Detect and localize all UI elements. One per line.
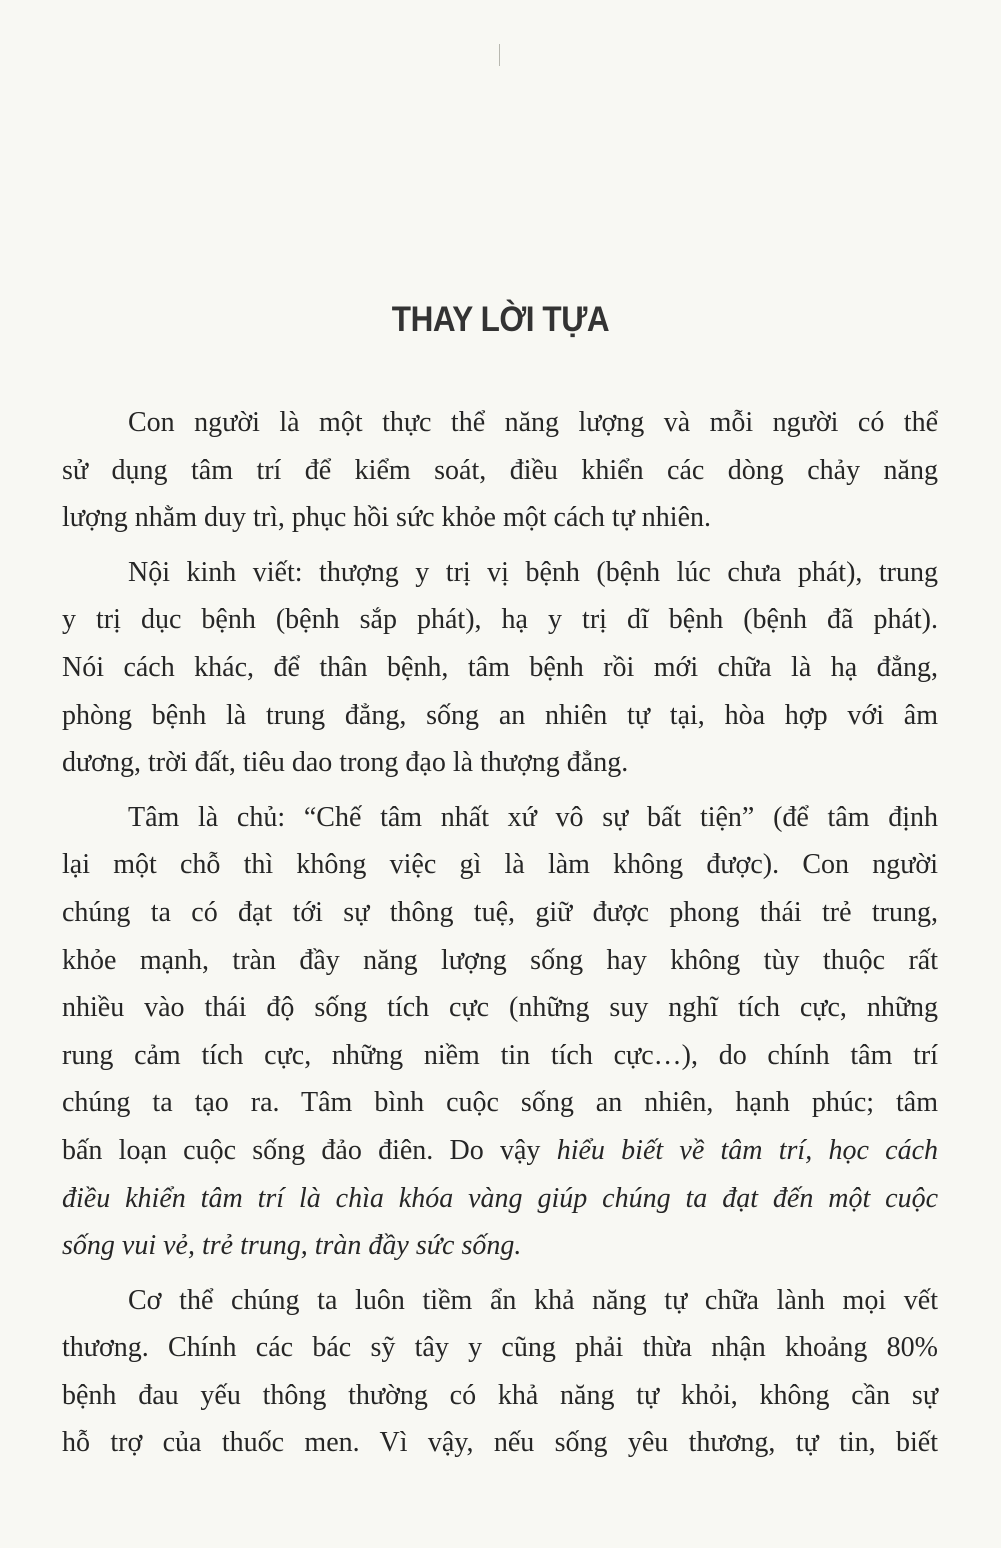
text-line (62, 1127, 938, 1175)
text-line (62, 739, 938, 787)
line-text: y trị dục bệnh (bệnh sắp phát), hạ y trị dĩ bệnh (bệnh đã phát). (62, 604, 938, 636)
line-text: Cơ thể chúng ta luôn tiềm ẩn khả năng tự chữa lành mọi vết (128, 1284, 938, 1316)
text-line (62, 1324, 938, 1372)
text-line (62, 794, 938, 842)
line-text: Nói cách khác, để thân bệnh, tâm bệnh rồi mới chữa là hạ đẳng, (62, 651, 938, 683)
text-line (62, 1175, 938, 1223)
text-line (62, 889, 938, 937)
text-line (62, 399, 938, 447)
text-line (62, 937, 938, 985)
text-line (62, 1419, 938, 1467)
line-italic-text: sống vui vẻ, trẻ trung, tràn đầy sức sống. (62, 1230, 522, 1262)
page-fold-mark (499, 44, 500, 66)
text-line (62, 1372, 938, 1420)
paragraph (62, 1277, 938, 1467)
text-line (62, 644, 938, 692)
text-line (62, 692, 938, 740)
text-line (62, 1277, 938, 1325)
text-line (62, 494, 938, 542)
text-line (62, 447, 938, 495)
line-text: bệnh đau yếu thông thường có khả năng tự khỏi, không cần sự (62, 1379, 938, 1411)
line-text: hỗ trợ của thuốc men. Vì vậy, nếu sống yêu thương, tự tin, biết (62, 1427, 938, 1459)
text-line (62, 1032, 938, 1080)
body-text (62, 399, 938, 1474)
line-italic-text: hiểu biết về tâm trí, học cách (556, 1134, 939, 1166)
line-text: chúng ta tạo ra. Tâm bình cuộc sống an nhiên, hạnh phúc; tâm (62, 1087, 938, 1119)
line-text: dương, trời đất, tiêu dao trong đạo là thượng đẳng. (62, 747, 629, 779)
line-text: Con người là một thực thể năng lượng và mỗi người có thể (128, 407, 938, 438)
line-text: khỏe mạnh, tràn đầy năng lượng sống hay không tùy thuộc rất (62, 944, 938, 976)
line-text: bấn loạn cuộc sống đảo điên. Do vậy (62, 1134, 557, 1166)
line-text: lượng nhằm duy trì, phục hồi sức khỏe một cách tự nhiên. (62, 502, 711, 534)
line-text: nhiều vào thái độ sống tích cực (những suy nghĩ tích cực, những (62, 992, 938, 1024)
line-text: thương. Chính các bác sỹ tây y cũng phải thừa nhận khoảng 80% (62, 1332, 938, 1364)
paragraph (62, 794, 938, 1270)
text-line (62, 1222, 938, 1270)
text-line (62, 984, 938, 1032)
chapter-title: THAY LỜI TỰA (391, 300, 610, 339)
line-text: rung cảm tích cực, những niềm tin tích cực…), do chính tâm trí (62, 1039, 938, 1071)
line-text: lại một chỗ thì không việc gì là làm không được). Con người (62, 849, 938, 881)
line-text: chúng ta có đạt tới sự thông tuệ, giữ được phong thái trẻ trung, (62, 896, 938, 928)
text-line (62, 1079, 938, 1127)
text-line (62, 549, 938, 597)
line-text: Nội kinh viết: thượng y trị vị bệnh (bệnh lúc chưa phát), trung (128, 556, 938, 588)
line-text: phòng bệnh là trung đẳng, sống an nhiên tự tại, hòa hợp với âm (62, 699, 938, 731)
text-line (62, 596, 938, 644)
line-text: sử dụng tâm trí để kiểm soát, điều khiển các dòng chảy năng (62, 454, 938, 486)
line-italic-text: điều khiển tâm trí là chìa khóa vàng giúp chúng ta đạt đến một cuộc (62, 1182, 938, 1214)
text-line (62, 841, 938, 889)
line-text: Tâm là chủ: “Chế tâm nhất xứ vô sự bất tiện” (để tâm định (128, 801, 938, 833)
paragraph (62, 399, 938, 542)
paragraph (62, 549, 938, 787)
